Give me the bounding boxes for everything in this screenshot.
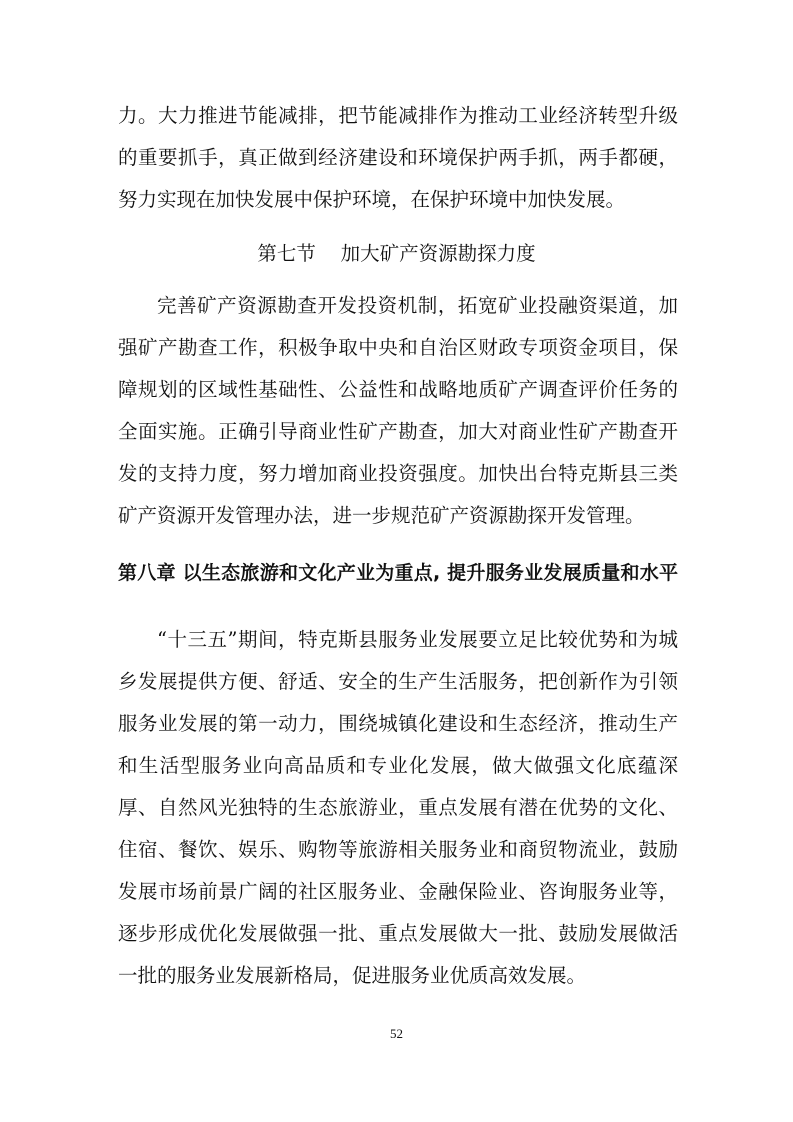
section-heading: 第七节 加大矿产资源勘探力度 [257,242,536,265]
text-line: 力。大力推进节能减排，把节能减排作为推动工业经济转型升级 [118,104,678,127]
text-line: 发展市场前景广阔的社区服务业、金融保险业、咨询服务业等， [118,880,678,903]
page-number: 52 [390,1026,403,1041]
text-line: 完善矿产资源勘查开发投资机制，拓宽矿业投融资渠道，加 [157,294,678,317]
text-line: 服务业发展的第一动力，围绕城镇化建设和生态经济，推动生产 [118,712,678,735]
text-line: 和生活型服务业向高品质和专业化发展，做大做强文化底蕴深 [118,754,678,777]
text-line: “十三五”期间，特克斯县服务业发展要立足比较优势和为城 [157,628,678,651]
text-line: 厚、自然风光独特的生态旅游业，重点发展有潜在优势的文化、 [118,796,678,819]
text-line: 努力实现在加快发展中保护环境，在保护环境中加快发展。 [118,188,626,211]
text-line: 全面实施。正确引导商业性矿产勘查，加大对商业性矿产勘查开 [118,420,678,443]
text-line: 矿产资源开发管理办法，进一步规范矿产资源勘探开发管理。 [118,504,645,527]
text-line: 乡发展提供方便、舒适、安全的生产生活服务，把创新作为引领 [118,670,678,693]
chapter-heading: 第八章 以生态旅游和文化产业为重点, 提升服务业发展质量和水平 [118,562,678,584]
text-line: 发的支持力度，努力增加商业投资强度。加快出台特克斯县三类 [118,462,678,485]
text-line: 强矿产勘查工作，积极争取中央和自治区财政专项资金项目，保 [118,336,678,359]
text-line: 逐步形成优化发展做强一批、重点发展做大一批、鼓励发展做活 [118,922,678,945]
text-line: 障规划的区域性基础性、公益性和战略地质矿产调查评价任务的 [118,378,678,401]
text-line: 住宿、餐饮、娱乐、购物等旅游相关服务业和商贸物流业，鼓励 [118,838,678,861]
text-line: 一批的服务业发展新格局，促进服务业优质高效发展。 [118,964,587,987]
text-line: 的重要抓手，真正做到经济建设和环境保护两手抓，两手都硬， [118,146,678,169]
